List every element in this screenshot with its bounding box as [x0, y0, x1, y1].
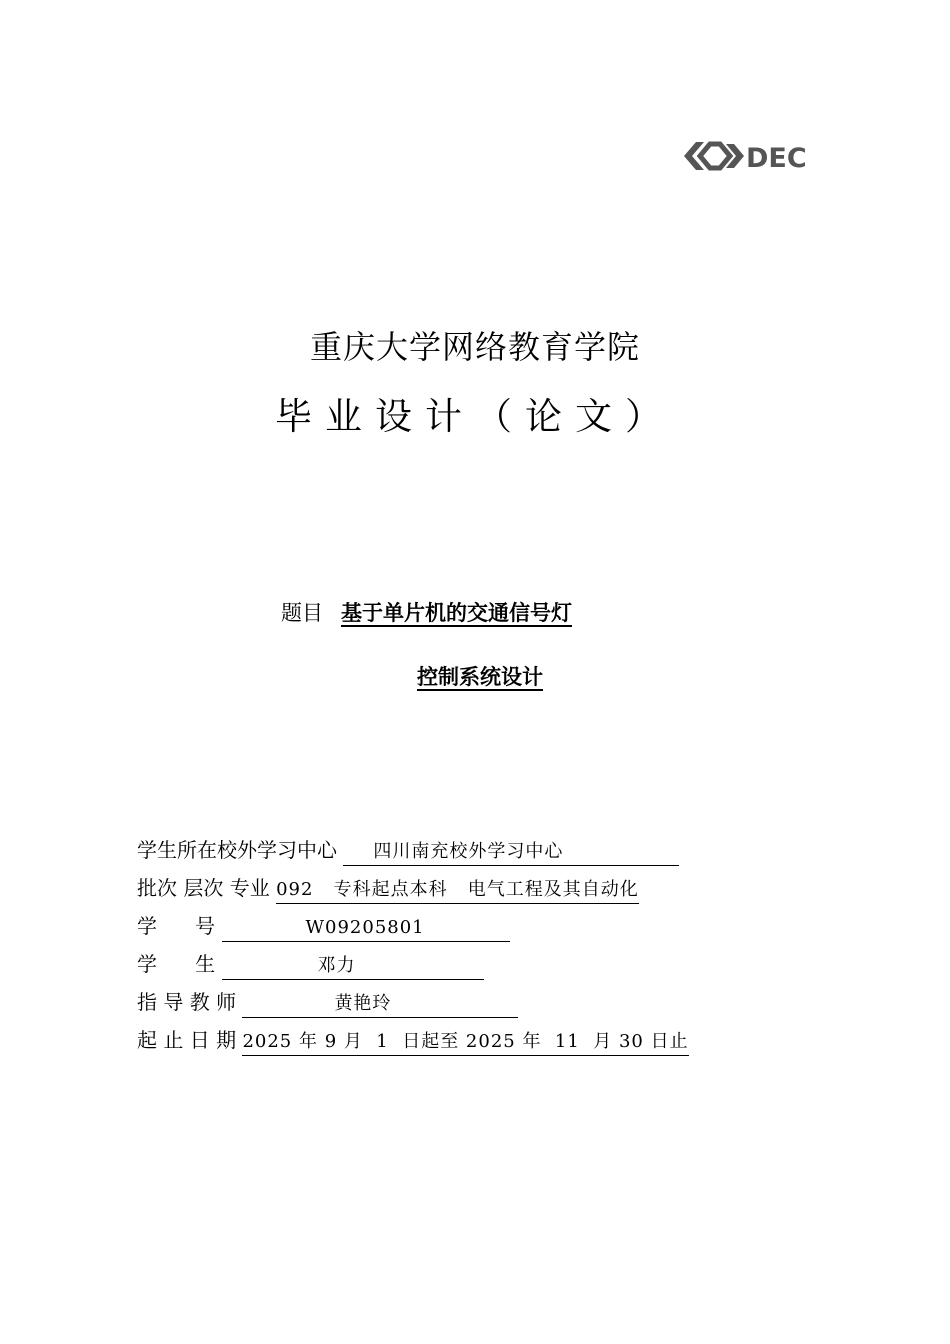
topic-row-2 — [417, 661, 543, 691]
batch-label: 批次 层次 专业 — [137, 876, 270, 900]
period-label: 起 止 日 期 — [137, 1028, 237, 1052]
topic-line-1: 基于单片机的交通信号灯 — [341, 601, 572, 625]
center-value: 四川南充校外学习中心 — [343, 839, 679, 866]
info-row-advisor — [137, 987, 518, 1017]
info-row-student — [137, 949, 484, 979]
topic-row — [281, 597, 572, 627]
document-title: 毕业设计（论文） — [275, 395, 675, 438]
topic-label: 题目 — [281, 601, 323, 625]
id-value: W09205801 — [222, 915, 510, 942]
info-row-period — [137, 1025, 689, 1055]
student-label: 学 生 — [137, 952, 216, 976]
batch-value: 092 专科起点本科 电气工程及其自动化 — [276, 877, 639, 904]
center-label: 学生所在校外学习中心 — [137, 838, 337, 862]
dec-logo-icon — [682, 136, 822, 176]
id-label: 学 号 — [137, 914, 216, 938]
advisor-value: 黄艳玲 — [242, 991, 518, 1018]
logo-text: DEC — [746, 143, 807, 174]
period-value: 2025 年 9 月 1 日起至 2025 年 11 月 30 日止 — [242, 1029, 688, 1056]
dec-logo — [682, 136, 822, 176]
school-name: 重庆大学网络教育学院 — [309, 328, 640, 366]
info-row-center — [137, 835, 679, 865]
info-row-id — [137, 911, 510, 941]
info-row-batch — [137, 873, 639, 903]
advisor-label: 指 导 教 师 — [137, 990, 237, 1014]
student-value: 邓力 — [222, 953, 484, 980]
topic-line-2: 控制系统设计 — [417, 665, 543, 689]
